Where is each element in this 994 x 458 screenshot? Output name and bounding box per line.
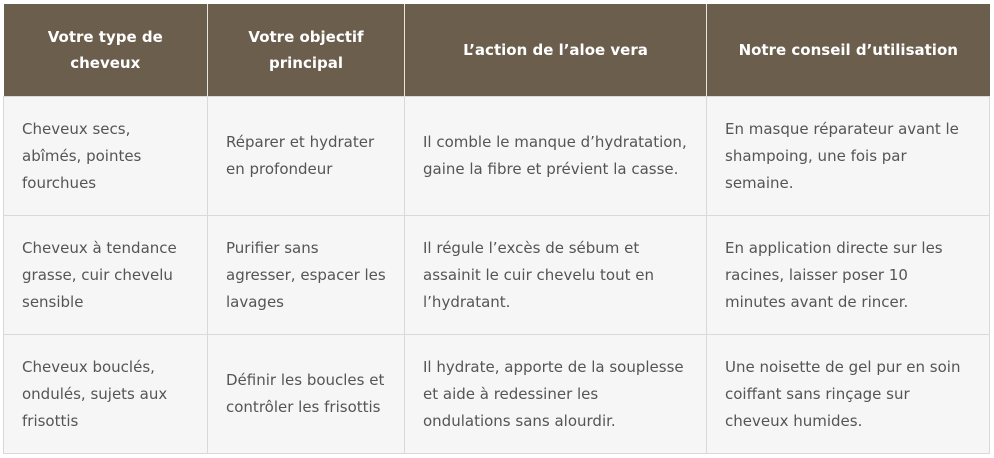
cell-aloe-action: Il comble le manque d’hydratation, gaine la fibre et prévient la casse.	[405, 97, 707, 216]
header-hair-type: Votre type de cheveux	[4, 4, 208, 97]
cell-main-goal: Réparer et hydrater en profondeur	[208, 97, 405, 216]
cell-aloe-action: Il hydrate, apporte de la souplesse et aide à redessiner les ondulations sans alourdir.	[405, 335, 707, 454]
hair-type-table	[3, 4, 990, 454]
table-row	[4, 335, 990, 454]
hair-type-table-container	[3, 4, 989, 454]
table-row	[4, 97, 990, 216]
table-row	[4, 216, 990, 335]
cell-usage-tip: En application directe sur les racines, laisser poser 10 minutes avant de rincer.	[707, 216, 990, 335]
cell-usage-tip: En masque réparateur avant le shampoing, une fois par semaine.	[707, 97, 990, 216]
cell-hair-type: Cheveux bouclés, ondulés, sujets aux frisottis	[4, 335, 208, 454]
cell-hair-type: Cheveux à tendance grasse, cuir chevelu sensible	[4, 216, 208, 335]
header-main-goal: Votre objectif principal	[208, 4, 405, 97]
cell-main-goal: Purifier sans agresser, espacer les lavages	[208, 216, 405, 335]
table-body	[4, 97, 990, 454]
header-usage-tip: Notre conseil d’utilisation	[707, 4, 990, 97]
cell-aloe-action: Il régule l’excès de sébum et assainit le cuir chevelu tout en l’hydratant.	[405, 216, 707, 335]
cell-hair-type: Cheveux secs, abîmés, pointes fourchues	[4, 97, 208, 216]
cell-main-goal: Définir les boucles et contrôler les frisottis	[208, 335, 405, 454]
header-aloe-action: L’action de l’aloe vera	[405, 4, 707, 97]
table-header	[4, 4, 990, 97]
cell-usage-tip: Une noisette de gel pur en soin coiffant sans rinçage sur cheveux humides.	[707, 335, 990, 454]
header-row	[4, 4, 990, 97]
